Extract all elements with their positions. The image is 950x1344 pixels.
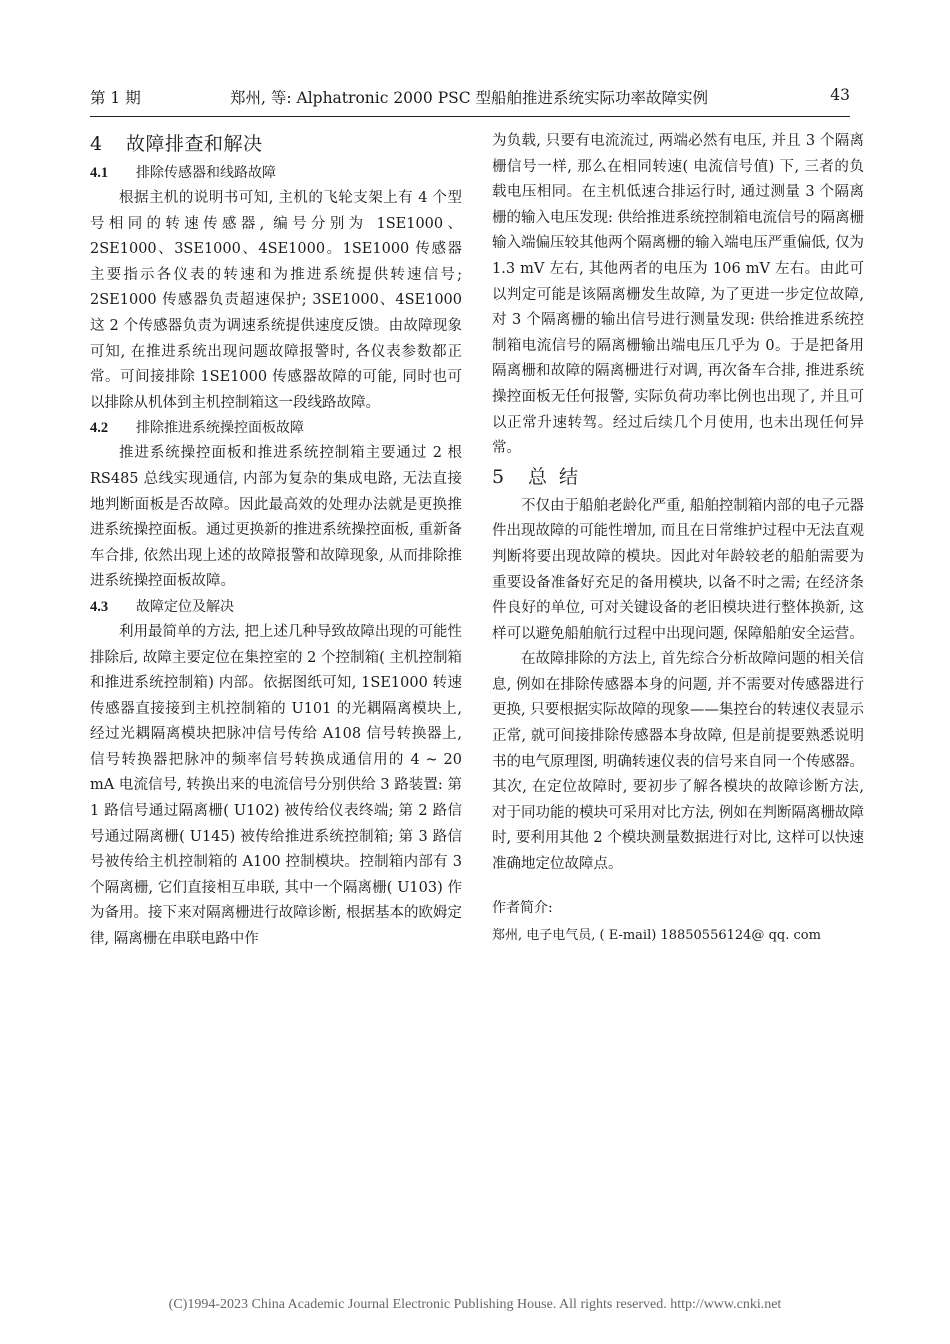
section-title: 故障排查和解决 — [126, 133, 263, 155]
paragraph: 推进系统操控面板和推进系统控制箱主要通过 2 根 RS485 总线实现通信, 内部为复杂的集成电路, 无法直接地判断面板是否故障。因此最高效的处理办法就是更换推进系统操控面板。通过更换新的推进系统操控面板, 重新备车合排, 依然出现上述的故障报警和故障现象, 从而排除推进系统操控面板故障。 — [90, 445, 462, 590]
subsection-title: 排除传感器和线路故障 — [136, 165, 276, 181]
author-bio-label: 作者简介: — [492, 899, 553, 916]
running-title: 郑州, 等: Alphatronic 2000 PSC 型船舶推进系统实际功率故障实例 — [230, 89, 709, 107]
issue-label: 第 1 期 — [90, 89, 141, 107]
subsection-4-1-heading — [90, 161, 462, 186]
subsection-title: 排除推进系统操控面板故障 — [136, 420, 304, 437]
paragraph: 根据主机的说明书可知, 主机的飞轮支架上有 4 个型号相同的转速传感器, 编号分别为 1SE1000、2SE1000、3SE1000、4SE1000。1SE1000 传感器主要指示各仪表的转速和为推进系统提供转速信号; 2SE1000 传感器负责超速保护; 3SE1000、4SE1000 这 2 个传感器负责为调速系统提供速度反馈。由故障现象可知, 在推进系统出现问题故障报警时, 各仪表参数都正常。可间接排除 1SE1000 传感器故障的可能, 同时也可以排除从机体到主机控制箱这一段线路故障。 — [90, 190, 462, 411]
subsection-number: 4.2 — [90, 420, 109, 437]
section-number: 5 — [492, 465, 505, 488]
section-4-heading — [90, 129, 462, 159]
paragraph: 利用最简单的方法, 把上述几种导致故障出现的可能性排除后, 故障主要定位在集控室的 2 个控制箱( 主机控制箱和推进系统控制箱) 内部。依据图纸可知, 1SE1000 转速传感器直接接到主机控制箱的 U101 的光耦隔离模块上, 经过光耦隔离模块把脉冲信号传给 A108 信号转换器上, 信号转换器把脉冲的频率信号转换成通信用的 4 ~ 20 mA 电流信号, 转换出来的电流信号分别供给 3 路装置: 第 1 路信号通过隔离栅( U102) 被传给仪表终端; 第 2 路信号通过隔离栅( U145) 被传给推进系统控制箱; 第 3 路信号被传给主机控制箱的 A100 控制模块。控制箱内部有 3 个隔离栅, 它们直接相互串联, 其中一个隔离栅( U103) 作为备用。接下来对隔离栅进行故障诊断, 根据基本的欧姆定律, 隔离栅在串联电路中作 — [90, 623, 462, 948]
paragraph: 在故障排除的方法上, 首先综合分析故障问题的相关信息, 例如在排除传感器本身的问题, 并不需要对传感器进行更换, 只要根据实际故障的现象——集控台的转速仪表显示正常, 就可间接排除传感器本身故障, 但是前提要熟悉说明书的电气原理图, 明确转速仪表的信号来自同一个传感器。其次, 在定位故障时, 要初步了解各模块的故障诊断方法, 对于同功能的模块可采用对比方法, 例如在判断隔离栅故障时, 要利用其他 2 个模块测量数据进行对比, 这样可以快速准确地定位故障点。 — [492, 651, 864, 873]
header-rule — [90, 116, 850, 117]
paragraph: 不仅由于船舶老龄化严重, 船舶控制箱内部的电子元器件出现故障的可能性增加, 而且在日常维护过程中无法直观判断将要出现故障的模块。因此对年龄较老的船舶需要为重要设备准备好充足的备用模块, 以备不时之需; 在经济条件良好的单位, 可对关键设备的老旧模块进行整体换新, 这样可以避免船舶航行过程中出现问题, 保障船舶安全运营。 — [492, 497, 864, 642]
copyright-footer: (C)1994-2023 China Academic Journal Electronic Publishing House. All rights reserved. http://www.cnki.net — [168, 1297, 782, 1312]
subsection-4-2-heading — [90, 416, 462, 441]
paragraph-continued: 为负载, 只要有电流流过, 两端必然有电压, 并且 3 个隔离栅信号一样, 那么在相同转速( 电流信号值) 下, 三者的负载电压相同。在主机低速合排运行时, 通过测量 3 个隔离栅的输入电压发现: 供给推进系统控制箱电流信号的隔离栅输入端偏压较其他两个隔离栅的输入端电压严重偏低, 仅为 1.3 mV 左右, 其他两者的电压为 106 mV 左右。由此可以判定可能是该隔离栅发生故障, 为了更进一步定位故障, 对 3 个隔离栅的输出信号进行测量发现: 供给推进系统控制箱电流信号的隔离栅输出端电压几乎为 0。于是把备用隔离栅和故障的隔离栅进行对调, 再次备车合排, 推进系统操控面板无任何报警, 实际负荷功率比例也出现了, 并且可以正常升速转驾。经过后续几个月使用, 也未出现任何异常。 — [492, 133, 864, 457]
subsection-number: 4.1 — [90, 165, 109, 181]
section-number: 4 — [90, 133, 103, 155]
page-number: 43 — [830, 86, 850, 104]
running-header — [90, 86, 850, 112]
author-bio: 郑州, 电子电气员, ( E-mail) 18850556124@ qq. com — [492, 928, 821, 944]
subsection-title: 故障定位及解决 — [136, 598, 234, 615]
subsection-number: 4.3 — [90, 598, 109, 615]
subsection-4-3-heading — [90, 595, 462, 620]
right-column — [492, 129, 864, 949]
section-title: 总结 — [528, 465, 591, 488]
section-5-heading — [492, 462, 864, 492]
left-column — [90, 129, 462, 953]
